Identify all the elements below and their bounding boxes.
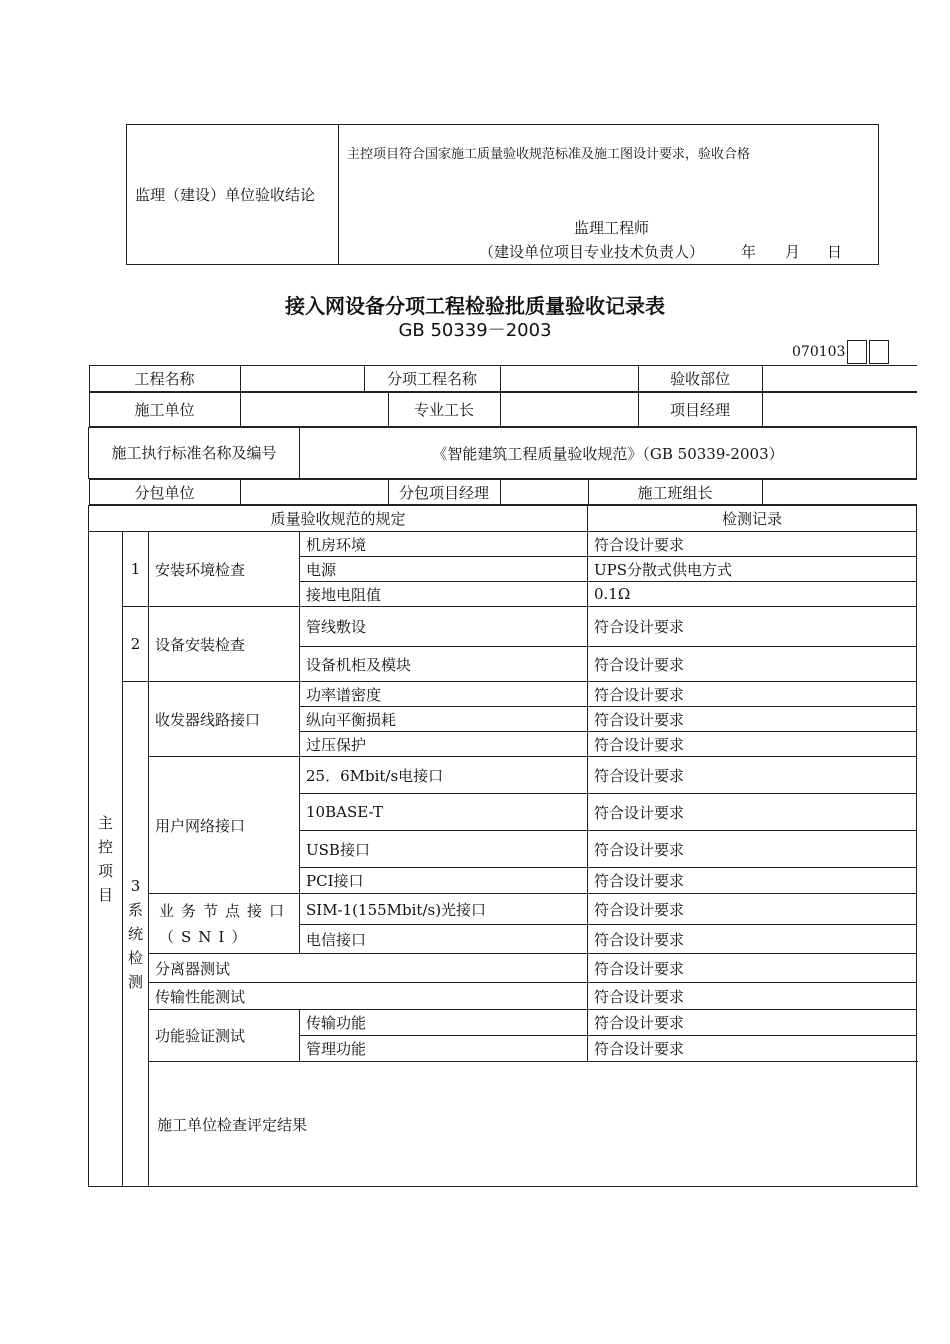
splitter-test-result: 符合设计要求 xyxy=(588,954,917,983)
item-result: 符合设计要求 xyxy=(588,732,917,757)
item-result: 符合设计要求 xyxy=(588,682,917,707)
item-label: USB接口 xyxy=(300,831,588,868)
sub-pm-value[interactable] xyxy=(500,480,588,505)
item-label: 功率谱密度 xyxy=(300,682,588,707)
header-row-4 xyxy=(89,479,917,505)
form-code: 070103 xyxy=(792,344,846,360)
item-result: 符合设计要求 xyxy=(588,647,917,682)
project-manager-value[interactable] xyxy=(762,393,917,427)
sub-project-name-label: 分项工程名称 xyxy=(364,366,500,392)
record-header: 检测记录 xyxy=(588,506,917,532)
item-label: 纵向平衡损耗 xyxy=(300,707,588,732)
owner-representative-label: （建设单位项目专业技术负责人） xyxy=(479,243,705,261)
item-label: 机房环境 xyxy=(300,532,588,557)
group2-number: 2 xyxy=(123,607,149,682)
item-result: 符合设计要求 xyxy=(588,925,917,954)
supervision-statement: 主控项目符合国家施工质量验收规范标准及施工图设计要求，验收合格 xyxy=(347,147,751,162)
item-result: 符合设计要求 xyxy=(588,607,917,647)
item-label: 设备机柜及模块 xyxy=(300,647,588,682)
item-label: SIM-1(155Mbit/s)光接口 xyxy=(300,894,588,925)
header-row-2 xyxy=(89,392,917,427)
item-label: PCI接口 xyxy=(300,868,588,894)
code-box-1[interactable] xyxy=(847,340,867,364)
item-result: 符合设计要求 xyxy=(588,1036,917,1062)
service-node-interface-name: 业务节点接口（SNI） xyxy=(149,894,300,954)
item-result: 0.1Ω xyxy=(588,582,917,607)
code-box-2[interactable] xyxy=(869,340,889,364)
item-result: 符合设计要求 xyxy=(588,757,917,794)
item-result: 符合设计要求 xyxy=(588,707,917,732)
exec-standard-label: 施工执行标准名称及编号 xyxy=(89,428,300,479)
team-leader-label: 施工班组长 xyxy=(588,480,762,505)
document-standard: GB 50339－2003 xyxy=(398,320,552,341)
transceiver-interface-name: 收发器线路接口 xyxy=(149,682,300,757)
item-result: 符合设计要求 xyxy=(588,868,917,894)
foreman-value[interactable] xyxy=(500,393,638,427)
sub-project-name-value[interactable] xyxy=(500,366,638,392)
supervision-table xyxy=(126,124,879,265)
item-label: 电信接口 xyxy=(300,925,588,954)
spec-header: 质量验收规范的规定 xyxy=(89,506,588,532)
team-leader-value[interactable] xyxy=(762,480,917,505)
supervising-engineer-label: 监理工程师 xyxy=(574,219,650,237)
user-network-interface-name: 用户网络接口 xyxy=(149,757,300,894)
subcontractor-value[interactable] xyxy=(240,480,388,505)
project-manager-label: 项目经理 xyxy=(638,393,762,427)
contractor-evaluation-label: 施工单位检查评定结果 xyxy=(149,1062,917,1187)
item-label: 管理功能 xyxy=(300,1036,588,1062)
supervision-label: 监理（建设）单位验收结论 xyxy=(127,125,339,265)
sign-month: 月 xyxy=(785,243,801,261)
project-name-value[interactable] xyxy=(240,366,364,392)
contractor-value[interactable] xyxy=(240,393,388,427)
main-control-label: 主控项目 xyxy=(89,532,123,1187)
exec-standard-value: 《智能建筑工程质量验收规范》（GB 50339-2003） xyxy=(300,428,917,479)
item-label: 10BASE-T xyxy=(300,794,588,831)
transmission-test-name: 传输性能测试 xyxy=(149,983,588,1010)
group1-name: 安装环境检查 xyxy=(149,532,300,607)
sub-pm-label: 分包项目经理 xyxy=(388,480,500,505)
subcontractor-label: 分包单位 xyxy=(89,480,240,505)
item-result: UPS分散式供电方式 xyxy=(588,557,917,582)
foreman-label: 专业工长 xyxy=(388,393,500,427)
group2-name: 设备安装检查 xyxy=(149,607,300,682)
group3-label: 3系统检测 xyxy=(123,682,149,1187)
item-result: 符合设计要求 xyxy=(588,532,917,557)
item-label: 过压保护 xyxy=(300,732,588,757)
inspection-table xyxy=(88,365,917,1187)
item-result: 符合设计要求 xyxy=(588,794,917,831)
item-label: 传输功能 xyxy=(300,1010,588,1036)
item-label: 电源 xyxy=(300,557,588,582)
document-title: 接入网设备分项工程检验批质量验收记录表 xyxy=(285,294,665,318)
acceptance-part-value[interactable] xyxy=(762,366,917,392)
sign-day: 日 xyxy=(827,243,843,261)
item-label: 管线敷设 xyxy=(300,607,588,647)
transmission-test-result: 符合设计要求 xyxy=(588,983,917,1010)
supervision-conclusion-cell xyxy=(339,125,879,265)
function-test-name: 功能验证测试 xyxy=(149,1010,300,1062)
item-label: 接地电阻值 xyxy=(300,582,588,607)
group1-number: 1 xyxy=(123,532,149,607)
sign-year: 年 xyxy=(741,243,757,261)
acceptance-part-label: 验收部位 xyxy=(638,366,762,392)
project-name-label: 工程名称 xyxy=(89,366,240,392)
header-row-1 xyxy=(89,365,917,392)
item-label: 25．6Mbit/s电接口 xyxy=(300,757,588,794)
contractor-label: 施工单位 xyxy=(89,393,240,427)
splitter-test-name: 分离器测试 xyxy=(149,954,588,983)
item-result: 符合设计要求 xyxy=(588,831,917,868)
item-result: 符合设计要求 xyxy=(588,1010,917,1036)
item-result: 符合设计要求 xyxy=(588,894,917,925)
form-code-area xyxy=(792,340,889,364)
